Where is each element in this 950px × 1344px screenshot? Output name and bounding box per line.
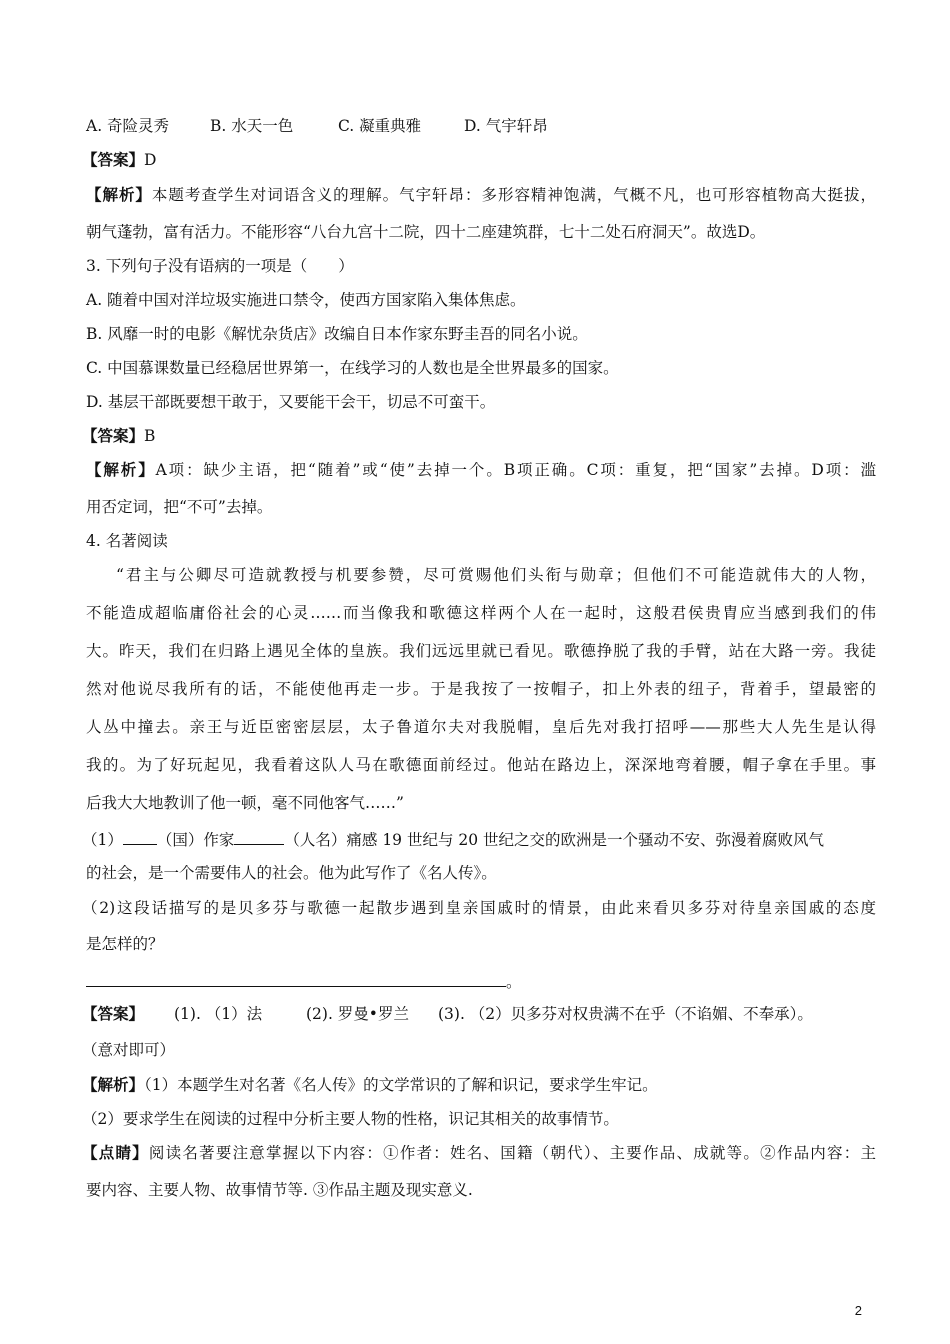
q4-answer-note: （意对即可） bbox=[82, 1041, 176, 1059]
answer-blank bbox=[86, 970, 506, 987]
q2-options bbox=[86, 116, 876, 136]
q3-analysis-line2: 用否定词，把“不可”去掉。 bbox=[86, 498, 273, 516]
q4-analysis-line2: （2）要求学生在阅读的过程中分析主要人物的性格，识记其相关的故事情节。 bbox=[82, 1110, 619, 1128]
q2-analysis-line1 bbox=[86, 185, 876, 205]
q4-tip-line2: 要内容、主要人物、故事情节等. ③作品主题及现实意义. bbox=[86, 1181, 473, 1199]
q2-analysis-line2: 朝气蓬勃，富有活力。不能形容“八台九宫十二院，四十二座建筑群，七十二处石府洞天”。故选D。 bbox=[86, 223, 766, 241]
q4-analysis-text1: （1）本题学生对名著《名人传》的文学常识的了解和识记，要求学生牢记。 bbox=[144, 1076, 658, 1094]
q3-option-b: B. 风靡一时的电影《解忧杂货店》改编自日本作家东野圭吾的同名小说。 bbox=[86, 325, 588, 343]
q3-answer-value: B bbox=[144, 427, 156, 445]
q4-tip-text1: 阅读名著要注意掌握以下内容：①作者：姓名、国籍（朝代）、主要作品、成就等。②作品内容：主 bbox=[148, 1144, 876, 1162]
q2-analysis-label: 【解析】 bbox=[86, 185, 152, 204]
q4-sub1-middle: （国）作家 bbox=[156, 831, 235, 849]
q4-passage-line2: 不能造成超临庸俗社会的心灵……而当像我和歌德这样两个人在一起时，这般君侯贵胄应当感到我们的伟 bbox=[86, 604, 876, 622]
q4-answer-line bbox=[86, 970, 876, 992]
q4-sub1-line1 bbox=[82, 828, 872, 850]
q4-sub2-line1: （2)这段话描写的是贝多芬与歌德一起散步遇到皇亲国戚时的情景，由此来看贝多芬对待皇亲国戚的态度 bbox=[82, 899, 876, 917]
q4-sub1-prefix: （1） bbox=[82, 831, 123, 849]
page-number: 2 bbox=[854, 1303, 862, 1318]
q2-analysis-text1: 本题考查学生对词语含义的理解。气宇轩昂：多形容精神饱满，气概不凡，也可形容植物高大挺拔， bbox=[151, 186, 876, 204]
q4-analysis-label: 【解析】 bbox=[82, 1075, 145, 1094]
q4-sub1-line2: 的社会，是一个需要伟人的社会。他为此写作了《名人传》。 bbox=[86, 864, 497, 882]
q4-passage-line6: 我的。为了好玩起见，我看着这队人马在歌德面前经过。他站在路边上，深深地弯着腰，帽子拿在手里。事 bbox=[86, 756, 876, 774]
q3-option-d: D. 基层干部既要想干敢于，又要能干会干，切忌不可蛮干。 bbox=[86, 393, 496, 411]
q3-analysis-label: 【解析】 bbox=[86, 460, 156, 479]
q2-option-d: D. 气宇轩昂 bbox=[464, 117, 548, 135]
author-name-blank bbox=[234, 828, 284, 845]
q4-answer-item3: (3). （2）贝多芬对权贵满不在乎（不谄媚、不奉承）。 bbox=[438, 1005, 813, 1023]
q3-analysis-text1: A项：缺少主语，把“随着”或“使”去掉一个。B项正确。C项：重复，把“国家”去掉。D项：滥 bbox=[155, 461, 876, 479]
q2-option-b: B. 水天一色 bbox=[210, 117, 294, 135]
q3-answer-label: 【答案】 bbox=[82, 426, 145, 445]
q4-analysis-line1 bbox=[82, 1075, 872, 1095]
q4-tip-line1 bbox=[82, 1143, 876, 1163]
q2-option-c: C. 凝重典雅 bbox=[338, 117, 422, 135]
q3-option-c: C. 中国慕课数量已经稳居世界第一，在线学习的人数也是全世界最多的国家。 bbox=[86, 359, 619, 377]
q4-answer bbox=[82, 1004, 872, 1024]
q2-option-a: A. 奇险灵秀 bbox=[86, 117, 170, 135]
q4-sub2-line2: 是怎样的？ bbox=[86, 935, 164, 953]
q3-option-a: A. 随着中国对洋垃圾实施进口禁令，使西方国家陷入集体焦虑。 bbox=[86, 291, 526, 309]
q4-title: 4. 名著阅读 bbox=[86, 532, 168, 550]
q2-answer bbox=[82, 150, 872, 170]
q4-passage-line5: 人丛中撞去。亲王与近臣密密层层，太子鲁道尔夫对我脱帽，皇后先对我打招呼——那些大人先生是认得 bbox=[86, 718, 876, 736]
q4-passage-line7: 后我大大地教训了他一顿，毫不同他客气……” bbox=[86, 794, 404, 812]
q4-answer-item2: (2). 罗曼•罗兰 bbox=[306, 1005, 409, 1023]
q3-answer bbox=[82, 426, 872, 446]
q2-answer-label: 【答案】 bbox=[82, 150, 145, 169]
q4-sub1-text: （人名）痛感 19 世纪与 20 世纪之交的欧洲是一个骚动不安、弥漫着腐败风气 bbox=[284, 831, 825, 849]
q4-answer-period: 。 bbox=[506, 973, 522, 991]
q3-analysis-line1 bbox=[86, 460, 876, 480]
q4-passage-line4: 然对他说尽我所有的话，不能使他再走一步。于是我按了一按帽子，扣上外表的纽子，背着手，望最密的 bbox=[86, 680, 876, 698]
q2-answer-value: D bbox=[144, 151, 157, 169]
q4-passage-line1: “君主与公卿尽可造就教授与机要参赞，尽可赏赐他们头衔与勋章；但他们不可能造就伟大的人物， bbox=[116, 566, 876, 584]
q4-tip-label: 【点睛】 bbox=[82, 1143, 149, 1162]
q4-answer-label: 【答案】 bbox=[82, 1004, 145, 1023]
country-blank bbox=[123, 828, 157, 845]
q4-answer-item1: (1). （1）法 bbox=[174, 1005, 263, 1023]
q3-question: 3. 下列句子没有语病的一项是（ ） bbox=[86, 257, 354, 275]
q4-passage-line3: 大。昨天，我们在归路上遇见全体的皇族。我们远远里就已看见。歌德挣脱了我的手臂，站在大路一旁。我徒 bbox=[86, 642, 876, 660]
